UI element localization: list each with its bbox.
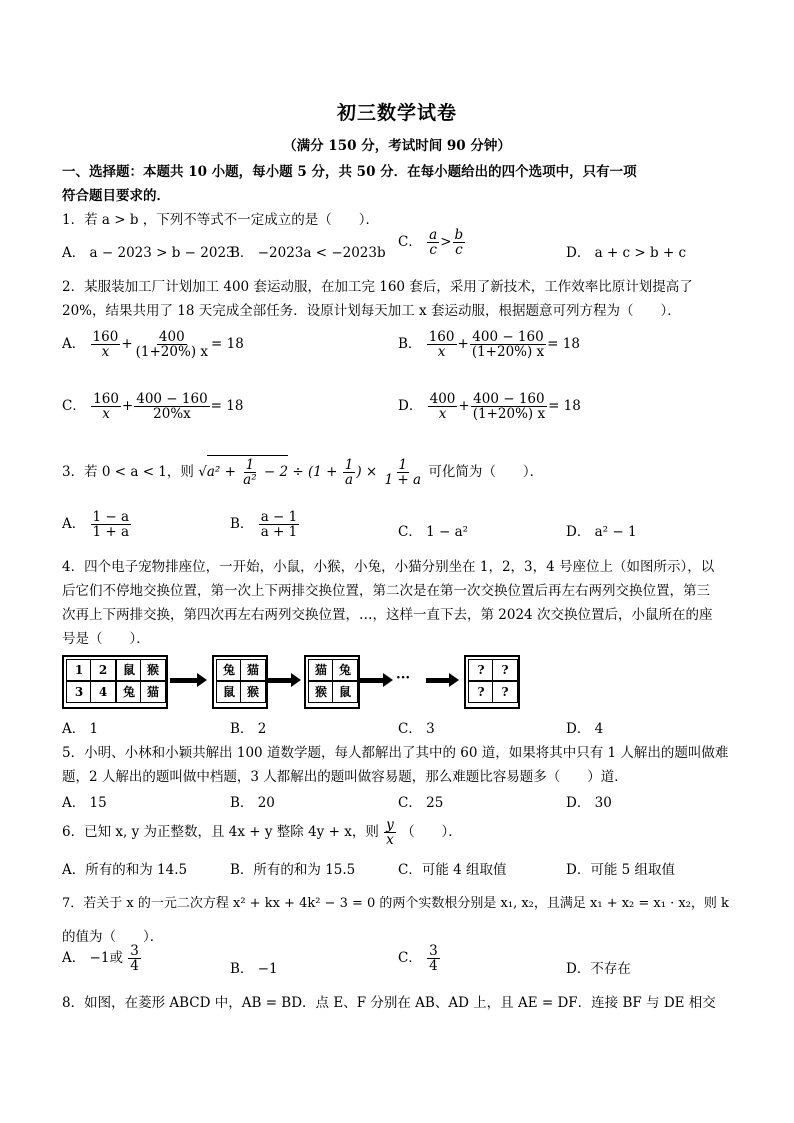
seat-cell: 兔 bbox=[116, 681, 142, 703]
denominator: (1+20%) x bbox=[135, 344, 208, 361]
q1-option-c-label: C． bbox=[398, 234, 422, 251]
denominator: a + 1 bbox=[260, 524, 298, 541]
seat-cell: ? bbox=[468, 681, 494, 703]
q4-option-a: A． 1 bbox=[62, 721, 99, 737]
denominator: (1+20%) x bbox=[472, 406, 546, 423]
denominator: x bbox=[101, 344, 110, 361]
q3-option-c: C． 1 − a² bbox=[398, 524, 469, 540]
q4-option-b: B． 2 bbox=[230, 721, 267, 737]
numerator: 1 − a bbox=[92, 509, 130, 525]
seat-cell: 猫 bbox=[140, 681, 166, 703]
q7-option-c bbox=[398, 944, 441, 973]
fraction bbox=[91, 330, 121, 359]
arrow-icon bbox=[268, 678, 292, 683]
equals: = 18 bbox=[210, 398, 244, 415]
q1-option-b: B． −2023a < −2023b bbox=[230, 245, 386, 261]
q7-option-a bbox=[62, 944, 142, 973]
numerator: 160 bbox=[428, 329, 455, 345]
fraction bbox=[91, 510, 132, 539]
fraction bbox=[428, 392, 458, 421]
denominator: x bbox=[437, 344, 446, 361]
q6-option-d: D．可能 5 组取值 bbox=[566, 862, 675, 878]
numerator: y bbox=[386, 817, 394, 833]
denominator: x bbox=[386, 832, 394, 849]
seat-cell: 鼠 bbox=[216, 681, 242, 703]
arrow-icon bbox=[360, 678, 384, 683]
denominator: x bbox=[102, 406, 110, 423]
seat-cell: 猴 bbox=[240, 681, 266, 703]
q3-option-d: D． a² − 1 bbox=[566, 524, 637, 540]
seat-cell: 鼠 bbox=[116, 659, 142, 681]
q3-option-b bbox=[230, 510, 300, 539]
seat-cell: 猫 bbox=[240, 659, 266, 681]
denominator: x bbox=[438, 406, 447, 423]
seat-cell: ? bbox=[468, 659, 494, 681]
numerator: 400 bbox=[158, 329, 185, 345]
question-6-stem bbox=[62, 818, 462, 847]
question-2-line2: 20%，结果共用了 18 天完成全部任务．设原计划每天加工 x 套运动服，根据题意可列方程为（ ）． bbox=[62, 303, 681, 319]
q1-option-d: D． a + c > b + c bbox=[566, 245, 687, 261]
denominator: 4 bbox=[429, 958, 438, 975]
denominator: 1 + a bbox=[92, 524, 130, 541]
numerator: a bbox=[429, 227, 438, 243]
seat-diagram-step1 bbox=[212, 655, 268, 709]
plus-sign: + bbox=[121, 336, 133, 353]
q6-fraction bbox=[384, 818, 396, 847]
q1-option-a: A． a − 2023 > b − 2023 bbox=[62, 245, 235, 261]
numerator: 400 − 160 bbox=[473, 391, 545, 407]
seat-cell: 鼠 bbox=[332, 681, 358, 703]
numerator: 400 − 160 bbox=[136, 391, 208, 407]
seat-diagram-initial bbox=[62, 655, 168, 709]
question-2-line1: 2．某服装加工厂计划加工 400 套运动服，在加工完 160 套后，采用了新技术，工作效率比原计划提高了 bbox=[62, 279, 693, 295]
plus-sign: + bbox=[121, 398, 134, 415]
q1-option-c: C． $\frac{a}{c}$ > $\frac{b}{c}$ bbox=[398, 227, 464, 259]
q1-frac-b-c bbox=[453, 228, 466, 257]
option-label: A． −1或 bbox=[62, 950, 123, 967]
numerator: 3 bbox=[130, 943, 139, 959]
question-4-line4: 号是（ ）． bbox=[62, 631, 150, 647]
seat-cell: 4 bbox=[90, 681, 116, 703]
seat-cell: ? bbox=[492, 681, 518, 703]
option-label: C． bbox=[62, 398, 86, 415]
q1-frac-a-c bbox=[427, 228, 439, 257]
seat-diagram-step2 bbox=[304, 655, 360, 709]
denominator: 4 bbox=[130, 958, 139, 975]
numerator: 400 − 160 bbox=[472, 329, 544, 345]
question-7-line2: 的值为（ ）． bbox=[62, 929, 164, 945]
fraction bbox=[470, 330, 546, 359]
arrow-icon bbox=[426, 678, 450, 683]
question-1-stem: 1．若 a > b ，下列不等式不一定成立的是（ ）． bbox=[62, 212, 380, 228]
seat-cell: 2 bbox=[90, 659, 116, 681]
q3-pre-text: 3．若 0 < a < 1，则 bbox=[62, 464, 194, 481]
option-label: D． bbox=[398, 398, 423, 415]
numerator: a − 1 bbox=[260, 509, 298, 525]
denominator: c bbox=[455, 242, 463, 259]
plus-sign: + bbox=[457, 336, 469, 353]
q3-option-a bbox=[62, 510, 132, 539]
fraction bbox=[427, 944, 440, 973]
q6-option-c: C．可能 4 组取值 bbox=[398, 862, 507, 878]
q6-text: 6．已知 x, y 为正整数，且 4x + y 整除 4y + x，则 bbox=[62, 824, 379, 841]
equals: = 18 bbox=[548, 398, 581, 415]
question-7-line1: 7．若关于 x 的一元二次方程 x² + kx + 4k² − 3 = 0 的两个实数根分别是 x₁, x₂，且满足 x₁ + x₂ = x₁ · x₂，则 k bbox=[62, 896, 729, 911]
denominator: c bbox=[429, 242, 437, 259]
q3-expression: √a² + $\frac{1}{\text{a²}}$ − 2 ÷ (1 + $\frac{1}{a}$ ) × $\frac{1}{1 + a}$ bbox=[198, 457, 422, 489]
q4-option-d: D． 4 bbox=[566, 721, 604, 737]
numerator: b bbox=[454, 227, 464, 243]
seat-cell: 1 bbox=[66, 659, 92, 681]
arrow-icon bbox=[170, 678, 198, 683]
fraction bbox=[128, 944, 141, 973]
fraction bbox=[427, 330, 457, 359]
option-label: A． bbox=[62, 336, 86, 353]
fraction bbox=[91, 392, 121, 421]
seat-cell: 3 bbox=[66, 681, 92, 703]
q2-option-c bbox=[62, 392, 243, 421]
seat-cell: 猴 bbox=[140, 659, 166, 681]
numerator: 160 bbox=[93, 391, 119, 407]
question-4-line1: 4．四个电子宠物排座位，一开始，小鼠，小猴，小兔，小猫分别坐在 1，2，3，4 号座位上（如图所示），以 bbox=[62, 559, 715, 575]
denominator: 20%x bbox=[153, 406, 191, 423]
denominator: (1+20%) x bbox=[471, 344, 545, 361]
question-5-line1: 5．小明、小林和小颖共解出 100 道数学题，每人都解出了其中的 60 道，如果将其中只有 1 人解出的题叫做难 bbox=[62, 745, 729, 761]
question-3-stem bbox=[62, 455, 543, 487]
q5-option-c: C． 25 bbox=[398, 795, 444, 811]
seat-cell: 兔 bbox=[332, 659, 358, 681]
equals: = 18 bbox=[211, 336, 244, 353]
question-8-line1: 8．如图，在菱形 ABCD 中，AB = BD．点 E、F 分别在 AB、AD 上，且 AE = DF．连接 BF 与 DE 相交 bbox=[62, 995, 716, 1011]
q7-option-b: B． −1 bbox=[230, 961, 278, 977]
q5-option-b: B． 20 bbox=[230, 795, 275, 811]
numerator: 3 bbox=[429, 943, 438, 959]
seat-cell: 猴 bbox=[308, 681, 334, 703]
fraction bbox=[134, 392, 209, 421]
seat-cell: 猫 bbox=[308, 659, 334, 681]
option-label: B． bbox=[398, 336, 422, 353]
fraction bbox=[134, 330, 210, 359]
option-label: C． bbox=[398, 950, 422, 967]
q5-option-a: A． 15 bbox=[62, 795, 107, 811]
seat-cell: ? bbox=[492, 659, 518, 681]
section-heading-cont: 符合题目要求的． bbox=[62, 188, 170, 204]
q2-option-a bbox=[62, 330, 244, 359]
page-title: 初三数学试卷 bbox=[336, 102, 457, 124]
numerator: 160 bbox=[92, 329, 119, 345]
q5-option-d: D． 30 bbox=[566, 795, 612, 811]
plus-sign: + bbox=[458, 398, 470, 415]
question-5-line2: 题，2 人解出的题叫做中档题，3 人都解出的题叫做容易题，那么难题比容易题多（ ）道． bbox=[62, 769, 628, 785]
q3-post-text: 可化简为（ ）． bbox=[428, 464, 544, 481]
q7-option-d: D．不存在 bbox=[566, 961, 631, 977]
equals: = 18 bbox=[547, 336, 580, 353]
question-4-line2: 后它们不停地交换位置，第一次上下两排交换位置，第二次是在第一次交换位置后再左右两列交换位置，第三 bbox=[62, 583, 710, 599]
q2-option-d bbox=[398, 392, 581, 421]
q6-post-text: （ ）． bbox=[401, 824, 462, 841]
seat-diagram-final bbox=[464, 655, 520, 709]
q6-option-a: A．所有的和为 14.5 bbox=[62, 862, 188, 878]
q2-option-b bbox=[398, 330, 580, 359]
seat-cell: 兔 bbox=[216, 659, 242, 681]
fraction bbox=[471, 392, 547, 421]
ellipsis: ··· bbox=[396, 670, 411, 686]
fraction bbox=[259, 510, 300, 539]
q4-option-c: C． 3 bbox=[398, 721, 435, 737]
option-label: B． bbox=[230, 516, 254, 533]
q6-option-b: B．所有的和为 15.5 bbox=[230, 862, 356, 878]
question-4-line3: 次再上下两排交换，第四次再左右两列交换位置，…，这样一直下去，第 2024 次交换位置后，小鼠所在的座 bbox=[62, 607, 713, 623]
section-heading: 一、选择题：本题共 10 小题，每小题 5 分，共 50 分．在每小题给出的四个选项中，只有一项 bbox=[62, 164, 637, 180]
option-label: A． bbox=[62, 516, 86, 533]
numerator: 400 bbox=[429, 391, 456, 407]
exam-info: （满分 150 分，考试时间 90 分钟） bbox=[283, 138, 511, 154]
